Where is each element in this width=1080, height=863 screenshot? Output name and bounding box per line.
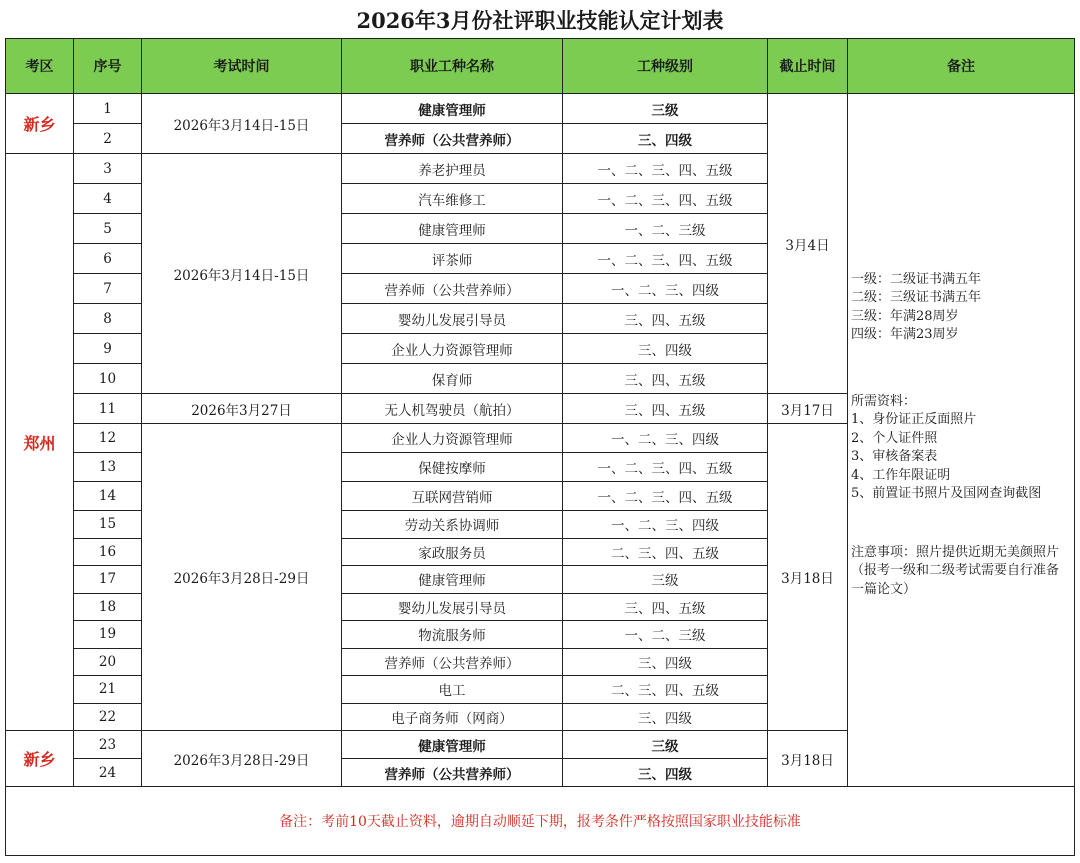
row-number: 16 — [74, 538, 142, 566]
level-cell: 一、二、三级 — [563, 621, 768, 649]
occupation-cell: 健康管理师 — [342, 214, 563, 244]
level-cell: 三、四、五级 — [563, 394, 768, 424]
occupation-cell: 健康管理师 — [342, 731, 563, 759]
row-number: 11 — [74, 394, 142, 424]
row-number: 20 — [74, 648, 142, 676]
level-req-3: 三级：年满28周岁 — [851, 308, 959, 324]
footer-note: 备注：考前10天截止资料，逾期自动顺延下期，报考条件严格按照国家职业技能标准 — [6, 787, 1075, 856]
level-cell: 一、二、三级 — [563, 214, 768, 244]
footer-row — [6, 787, 1075, 856]
occupation-cell: 互联网营销师 — [342, 482, 563, 511]
occupation-cell: 劳动关系协调师 — [342, 511, 563, 539]
level-cell: 三、四、五级 — [563, 593, 768, 621]
row-number: 3 — [74, 154, 142, 184]
row-number: 24 — [74, 759, 142, 787]
header-row — [6, 39, 1075, 94]
occupation-cell: 评茶师 — [342, 244, 563, 274]
material-item: 4、工作年限证明 — [851, 467, 951, 483]
materials-title: 所需资料： — [851, 393, 917, 409]
row-number: 5 — [74, 214, 142, 244]
region-cell: 郑州 — [6, 154, 74, 731]
row-number: 9 — [74, 334, 142, 364]
level-cell: 一、二、三、四、五级 — [563, 184, 768, 214]
occupation-cell: 家政服务员 — [342, 538, 563, 566]
row-number: 8 — [74, 304, 142, 334]
header-region: 考区 — [6, 39, 74, 94]
occupation-cell: 电子商务师（网商） — [342, 703, 563, 731]
level-cell: 一、二、三、四、五级 — [563, 482, 768, 511]
exam-date-cell: 2026年3月14日-15日 — [142, 94, 342, 154]
material-item: 3、审核备案表 — [851, 449, 938, 465]
row-number: 6 — [74, 244, 142, 274]
region-cell: 新乡 — [6, 94, 74, 154]
exam-date-cell: 2026年3月14日-15日 — [142, 154, 342, 394]
notice-text: 注意事项：照片提供近期无美颜照片（报考一级和二级考试需要自行准备一篇论文） — [851, 544, 1060, 597]
level-cell: 三、四级 — [563, 703, 768, 731]
occupation-cell: 营养师（公共营养师） — [342, 124, 563, 154]
row-number: 12 — [74, 424, 142, 453]
row-number: 4 — [74, 184, 142, 214]
level-req-2: 二级：三级证书满五年 — [851, 290, 982, 306]
level-cell: 一、二、三、四、五级 — [563, 154, 768, 184]
material-item: 2、个人证件照 — [851, 430, 938, 446]
occupation-cell: 营养师（公共营养师） — [342, 648, 563, 676]
row-number: 21 — [74, 676, 142, 704]
level-cell: 二、三、四、五级 — [563, 538, 768, 566]
occupation-cell: 健康管理师 — [342, 566, 563, 594]
level-cell: 三级 — [563, 94, 768, 124]
occupation-cell: 健康管理师 — [342, 94, 563, 124]
level-cell: 三级 — [563, 566, 768, 594]
header-remark: 备注 — [848, 39, 1075, 94]
level-req-1: 一级：二级证书满五年 — [851, 271, 982, 287]
level-cell: 一、二、三、四级 — [563, 424, 768, 453]
occupation-cell: 汽车维修工 — [342, 184, 563, 214]
exam-date-cell: 2026年3月27日 — [142, 394, 342, 424]
row-number: 17 — [74, 566, 142, 594]
level-cell: 一、二、三、四、五级 — [563, 453, 768, 482]
table-row — [6, 94, 1075, 124]
level-cell: 三、四级 — [563, 124, 768, 154]
schedule-table — [5, 38, 1075, 856]
region-cell: 新乡 — [6, 731, 74, 787]
occupation-cell: 企业人力资源管理师 — [342, 424, 563, 453]
header-level: 工种级别 — [563, 39, 768, 94]
row-number: 22 — [74, 703, 142, 731]
occupation-cell: 物流服务师 — [342, 621, 563, 649]
level-cell: 一、二、三、四级 — [563, 274, 768, 304]
exam-date-cell: 2026年3月28日-29日 — [142, 731, 342, 787]
header-deadline: 截止时间 — [768, 39, 848, 94]
level-requirements — [851, 271, 1071, 345]
row-number: 2 — [74, 124, 142, 154]
material-item: 5、前置证书照片及国网查询截图 — [851, 486, 1042, 502]
row-number: 7 — [74, 274, 142, 304]
occupation-cell: 养老护理员 — [342, 154, 563, 184]
level-cell: 三、四、五级 — [563, 304, 768, 334]
page-title: 2026年3月份社评职业技能认定计划表 — [356, 8, 724, 33]
level-cell: 二、三、四、五级 — [563, 676, 768, 704]
level-req-4: 四级：年满23周岁 — [851, 327, 959, 343]
row-number: 14 — [74, 482, 142, 511]
row-number: 13 — [74, 453, 142, 482]
header-exam-time: 考试时间 — [142, 39, 342, 94]
level-cell: 三、四、五级 — [563, 364, 768, 394]
row-number: 10 — [74, 364, 142, 394]
row-number: 18 — [74, 593, 142, 621]
level-cell: 一、二、三、四、五级 — [563, 244, 768, 274]
level-cell: 三、四级 — [563, 759, 768, 787]
material-item: 1、身份证正反面照片 — [851, 412, 977, 428]
occupation-cell: 保健按摩师 — [342, 453, 563, 482]
row-number: 15 — [74, 511, 142, 539]
materials-list — [851, 393, 1071, 504]
remark-cell — [848, 94, 1075, 787]
occupation-cell: 企业人力资源管理师 — [342, 334, 563, 364]
occupation-cell: 营养师（公共营养师） — [342, 759, 563, 787]
level-cell: 三、四级 — [563, 648, 768, 676]
occupation-cell: 婴幼儿发展引导员 — [342, 304, 563, 334]
header-number: 序号 — [74, 39, 142, 94]
level-cell: 一、二、三、四级 — [563, 511, 768, 539]
deadline-cell: 3月4日 — [768, 94, 848, 394]
occupation-cell: 无人机驾驶员（航拍） — [342, 394, 563, 424]
deadline-cell: 3月18日 — [768, 731, 848, 787]
exam-date-cell: 2026年3月28日-29日 — [142, 424, 342, 731]
header-occupation: 职业工种名称 — [342, 39, 563, 94]
level-cell: 三级 — [563, 731, 768, 759]
row-number: 19 — [74, 621, 142, 649]
occupation-cell: 保育师 — [342, 364, 563, 394]
occupation-cell: 电工 — [342, 676, 563, 704]
row-number: 1 — [74, 94, 142, 124]
level-cell: 三、四级 — [563, 334, 768, 364]
deadline-cell: 3月17日 — [768, 394, 848, 424]
occupation-cell: 营养师（公共营养师） — [342, 274, 563, 304]
deadline-cell: 3月18日 — [768, 424, 848, 731]
occupation-cell: 婴幼儿发展引导员 — [342, 593, 563, 621]
row-number: 23 — [74, 731, 142, 759]
